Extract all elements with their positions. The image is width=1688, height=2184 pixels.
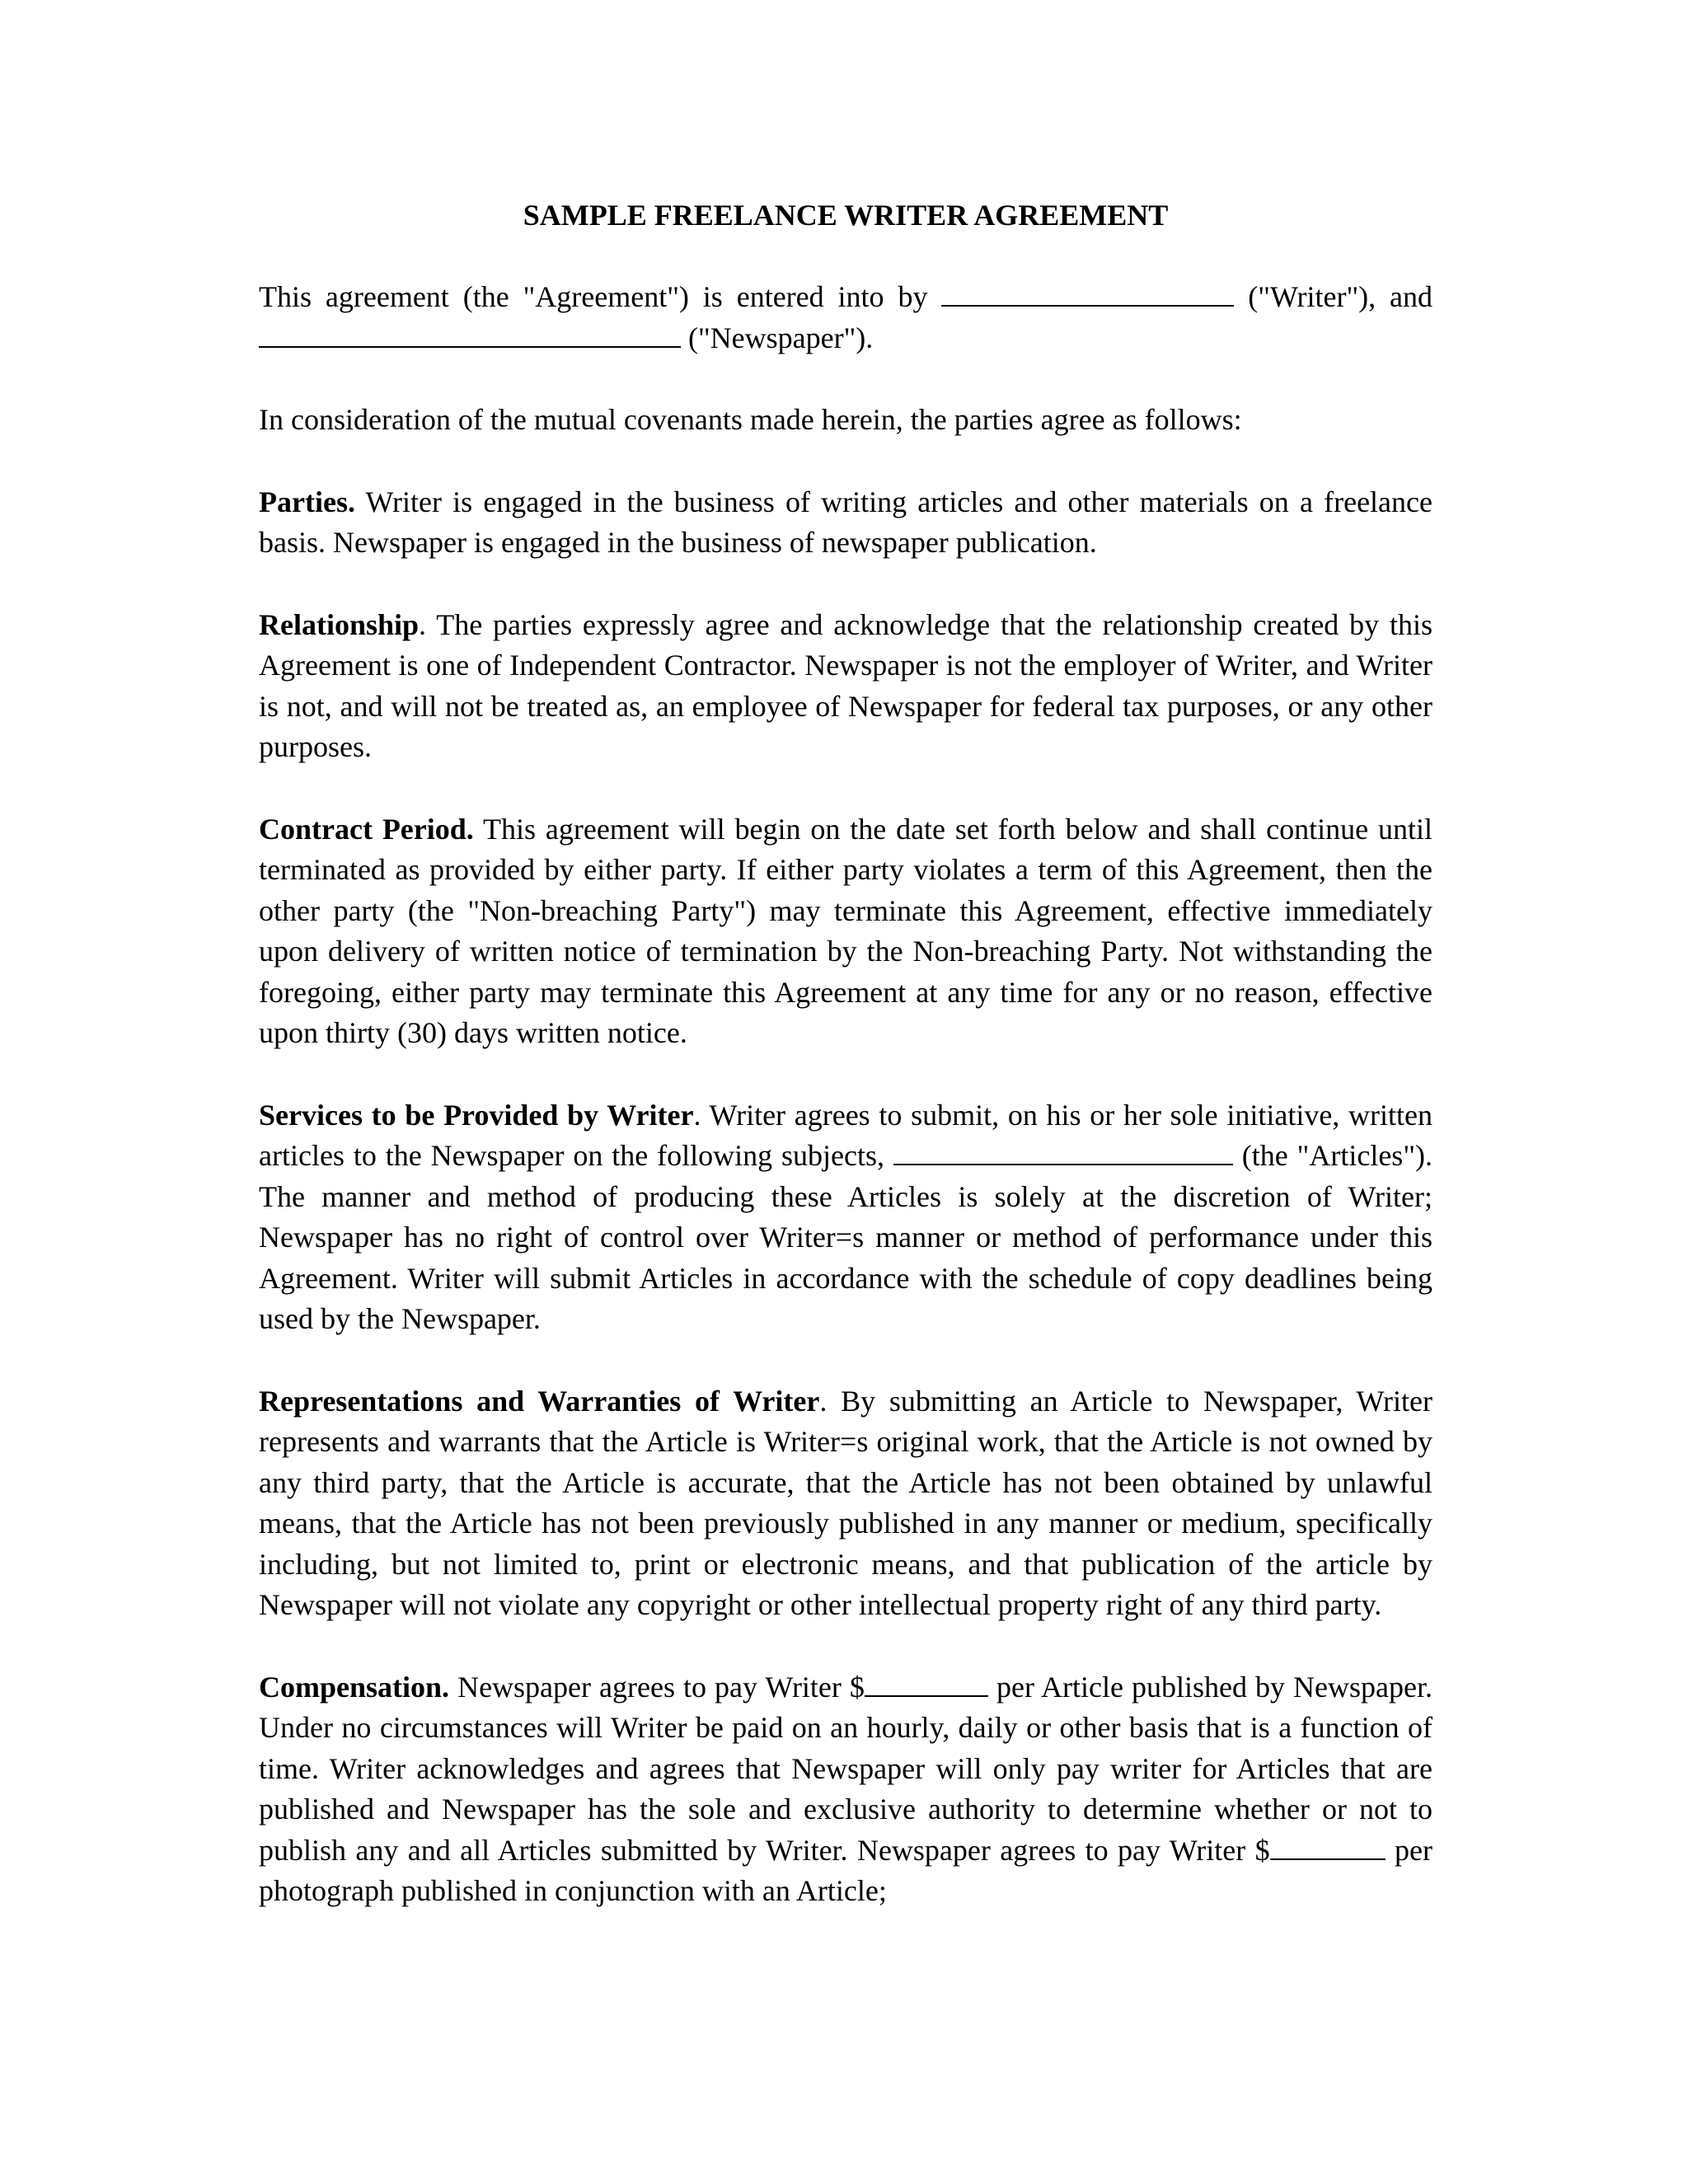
intro-text-2: ("Writer"), and xyxy=(1248,280,1433,313)
section-body: . Writer agrees to submit, on his or her sole initiative, written articles to the Newspaper on the following subjects, xyxy=(259,1098,1432,1172)
writer-name-blank xyxy=(941,280,1234,307)
document-body xyxy=(259,196,1432,1953)
section-body: Newspaper agrees to pay Writer $ xyxy=(449,1670,865,1704)
intro-text-1: This agreement (the "Agreement") is entered into by xyxy=(259,280,928,313)
document-title: SAMPLE FREELANCE WRITER AGREEMENT xyxy=(523,199,1169,232)
section-heading: Contract Period. xyxy=(259,812,474,846)
intro-text-3: ("Newspaper"). xyxy=(688,321,874,354)
section-heading: Compensation. xyxy=(259,1670,450,1704)
section-parties xyxy=(259,482,1432,564)
section-services xyxy=(259,1095,1432,1340)
subjects-blank xyxy=(893,1139,1233,1165)
section-body: per photograph published in conjunction with an Article; xyxy=(259,1833,1432,1907)
section-contract-period xyxy=(259,809,1432,1054)
section-heading: Relationship xyxy=(259,607,420,641)
section-compensation xyxy=(259,1667,1432,1912)
section-body: Writer is engaged in the business of writing articles and other materials on a freelance basis. Newspaper is engaged in the business of newspaper publication. xyxy=(259,485,1432,559)
section-heading: Services to be Provided by Writer xyxy=(259,1098,694,1132)
section-body: (the "Articles"). The manner and method of producing these Articles is solely at the discretion of Writer; Newspaper has no right of control over Writer=s manner or method of performance under this Agreement. Writer will submit Articles in accordance with the schedule of copy deadlines being used by the Newspaper. xyxy=(259,1139,1433,1335)
section-relationship xyxy=(259,605,1432,768)
section-heading: Representations and Warranties of Writer xyxy=(259,1384,820,1418)
section-body: per Article published by Newspaper. Under no circumstances will Writer be paid on an hourly, daily or other basis that is a function of time. Writer acknowledges and agrees that Newspaper will only pay writer for Articles that are published and Newspaper has the sole and exclusive authority to determine whether or not to publish any and all Articles submitted by Writer. Newspaper agrees to pay Writer $ xyxy=(259,1670,1432,1867)
photo-rate-blank xyxy=(1270,1834,1386,1860)
consideration-paragraph: In consideration of the mutual covenants made herein, the parties agree as follows: xyxy=(259,403,1242,436)
section-body: This agreement will begin on the date set forth below and shall continue until terminated as provided by either party. If either party violates a term of this Agreement, then the other party (the "Non-breaching Party") may terminate this Agreement, effective immediately upon delivery of written notice of termination by the Non-breaching Party. Not withstanding the foregoing, either party may terminate this Agreement at any time for any or no reason, effective upon thirty (30) days written notice. xyxy=(259,812,1432,1049)
section-body: . By submitting an Article to Newspaper, Writer represents and warrants that the Article is Writer=s original work, that the Article is not owned by any third party, that the Article is accurate, that the Article has not been obtained by unlawful means, that the Article has not been previously published in any manner or medium, specifically including, but not limited to, print or electronic means, and that publication of the article by Newspaper will not violate any copyright or other intellectual property right of any third party. xyxy=(259,1384,1432,1621)
section-representations xyxy=(259,1381,1432,1626)
section-body: . The parties expressly agree and acknowledge that the relationship created by this Agreement is one of Independent Contractor. Newspaper is not the employer of Writer, and Writer is not, and will not be treated as, an employee of Newspaper for federal tax purposes, or any other purposes. xyxy=(259,607,1432,763)
section-heading: Parties. xyxy=(259,485,355,518)
intro-paragraph xyxy=(259,277,1432,359)
article-rate-blank xyxy=(865,1671,988,1697)
newspaper-name-blank xyxy=(259,321,681,348)
